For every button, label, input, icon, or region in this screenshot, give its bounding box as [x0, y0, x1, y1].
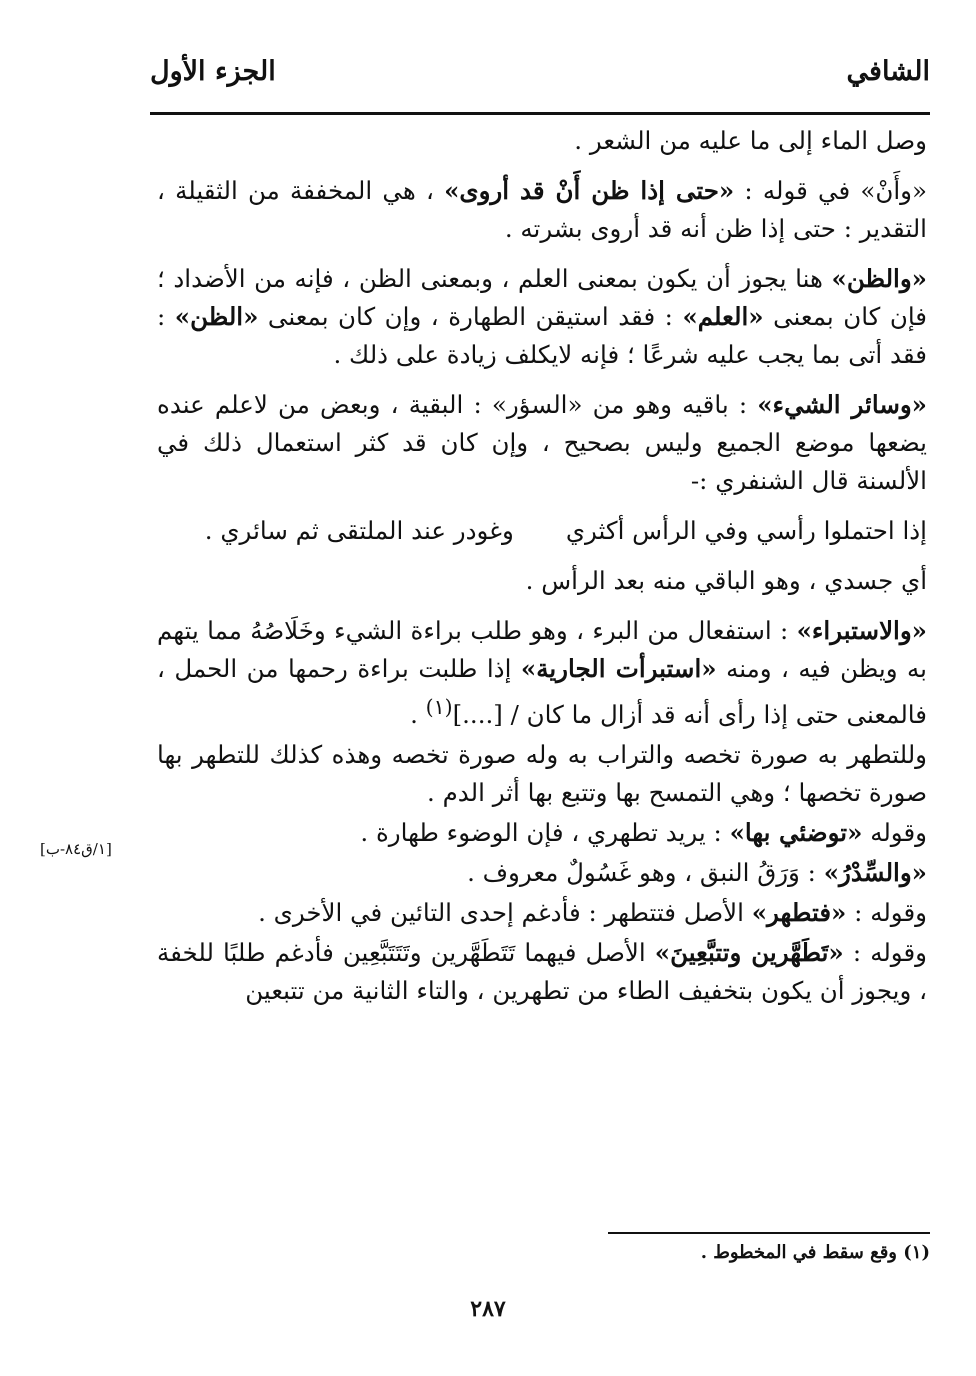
verse-first-hemistich: إذا احتملوا رأسي وفي الرأس أكثري [565, 516, 927, 545]
footnote-marker: (١) [425, 695, 453, 719]
paragraph: «وأَنْ» في قوله : «حتى إذا ظن أَنْ قد أروى» ، هي المخففة من الثقيلة ، التقدير : حتى إذا ظن أنه قد أروى بشرته . [157, 176, 928, 243]
page-number: ٢٨٧ [470, 1296, 506, 1322]
quoted-term: «توضئي بها» [729, 818, 863, 848]
quoted-term: «تَطَهَّرين وتتبَّعِينَ» [654, 938, 844, 968]
quoted-term: «استبرأت الجارية» [520, 654, 717, 683]
paragraph: أي جسدي ، وهو الباقي منه بعد الرأس . [525, 566, 927, 595]
verse-second-hemistich: وغودر عند الملتقى ثم سائري . [204, 516, 514, 545]
manuscript-folio-note: [١/ق٨٤-ب] [40, 840, 112, 858]
poetry-verse [157, 512, 927, 550]
paragraph: «وسائر الشيء» : باقيه وهو من «السؤر» : البقية ، وبعض من لاعلم عنده يضعها موضع الجميع وليس بصحيح ، وإن كان قد كثر استعمال ذلك في الألسنة قال الشنفري :- [157, 390, 927, 495]
paragraph: «والظن» هنا يجوز أن يكون بمعنى العلم ، وبمعنى الظن ، فإنه من الأضداد ؛ فإن كان بمعنى «العلم» : فقد استيقن الطهارة ، وإن كان بمعنى «الظن» : فقد أتى بما يجب عليه شرعًا ؛ فإنه لايكلف زيادة على ذلك . [157, 264, 927, 369]
quoted-term: «فتطهر» [751, 898, 847, 928]
quoted-term: «العلم» [682, 302, 764, 331]
quoted-term: «والاستبراء» [796, 616, 927, 645]
paragraph: وقوله «توضئي بها» : يريد تطهري ، فإن الوضوء طهارة . [360, 818, 927, 848]
paragraph: وقوله : «تَطَهَّرين وتتبَّعِينَ» الأصل فيهما تَتَطَهَّرين وتَتَتَبَّعِين فأدغم طلبًا للخفة ، ويجوز أن يكون بتخفيف الطاء من تطهرين ، والتاء الثانية من تتبعين [157, 938, 927, 1006]
quoted-term: «حتى إذا ظن أَنْ قد أروى» [444, 176, 735, 205]
quoted-term: «وسائر الشيء» [757, 390, 927, 419]
page-header [150, 52, 930, 115]
footnote-divider [608, 1232, 930, 1234]
paragraph: «والاستبراء» : استفعال من البرء ، وهو طلب براءة الشيء وخَلَاصُهُ مما يتهم به ويظن فيه ، ومنه «استبرأت الجارية» إذا طلبت براءة رحمها من الحمل ، فالمعنى حتى إذا رأى أنه قد أزال ما كان / [....]$^{(١)}$ . [157, 616, 927, 730]
quoted-term: «الظن» [174, 302, 259, 331]
paragraph: وقوله : «فتطهر» الأصل فتتطهر : فأدغم إحدى التائين في الأخرى . [258, 898, 927, 928]
footnote: (١) وقع سقط في المخطوط . [700, 1242, 930, 1263]
quoted-term: «والسِّدْرُ» [823, 858, 927, 888]
volume-title: الجزء الأول [150, 56, 276, 87]
quoted-term: «والظن» [831, 264, 927, 293]
paragraph: وصل الماء إلى ما عليه من الشعر . [574, 126, 927, 155]
main-text [157, 122, 927, 1232]
paragraph: «والسِّدْرُ» : وَرَقُ النبق ، وهو غَسُولٌ معروف . [467, 858, 927, 888]
paragraph: وللتطهر به صورة تخصه والتراب به وله صورة تخصه وهذه كذلك للتطهر بها صورة تخصها ؛ وهي التمسح بها وتتبع بها أثر الدم . [157, 740, 927, 808]
book-title: الشافي [846, 56, 930, 87]
